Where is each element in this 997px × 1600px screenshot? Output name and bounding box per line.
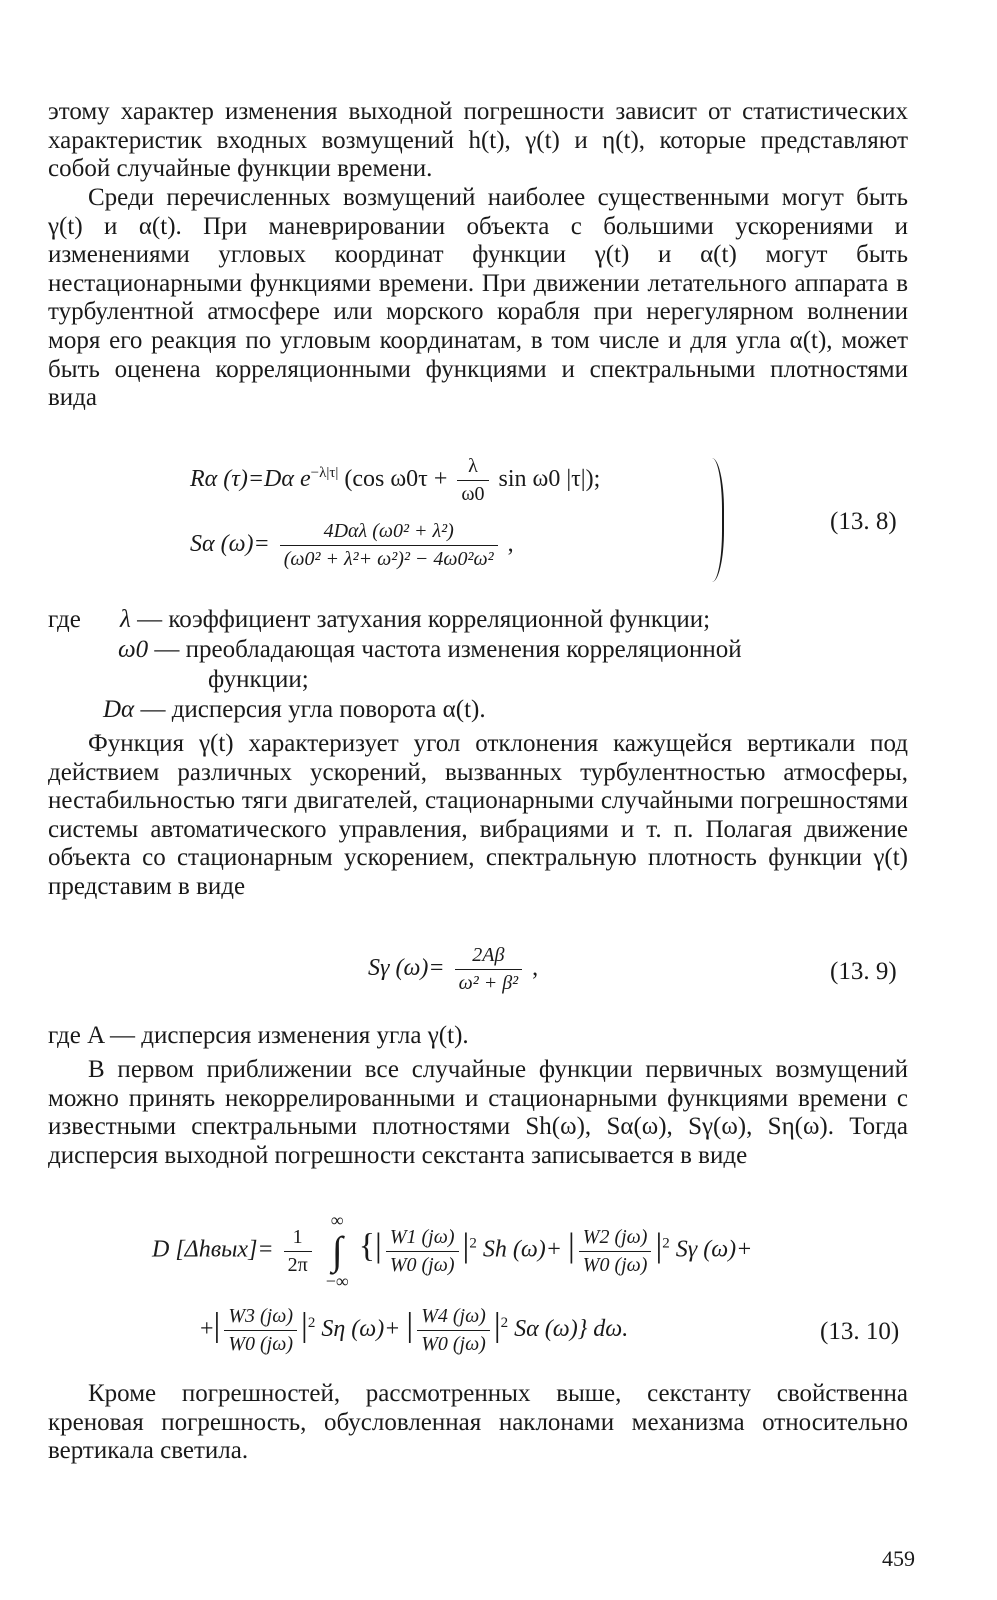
eq-13-10-prefactor-den: 2π xyxy=(287,1253,308,1276)
where-A-line: где A — дисперсия изменения угла γ(t). xyxy=(48,1022,469,1049)
eq-13-10-term-1 xyxy=(386,1226,459,1277)
eq-13-10-term-4 xyxy=(417,1305,490,1356)
eq-13-9-comma: , xyxy=(532,955,539,982)
eq-13-10-t2-tail: Sγ (ω)+ xyxy=(675,1236,753,1263)
paragraph-3: Функция γ(t) характеризует угол отклонения кажущейся вертикали под действием различных ускорений, вызванных турбулентностью атмосферы, нестабильностью тяги двигателей, стационарными случайными погрешностями системы автоматического управления, вибрациями и т. п. Полагая движение объекта со стационарным ускорением, спектральную плотность функции γ(t) представим в виде xyxy=(48,730,908,900)
paragraph-2: Среди перечисленных возмущений наиболее существенными могут быть γ(t) и α(t). При маневрировании объекта с большими ускорениями и изменениями угловых координат функции γ(t) и α(t) могут быть нестационарными функциями времени. При движении летательного аппарата в турбулентной атмосфере или морского корабля при нерегулярном волнении моря его реакция по угловым координатам, в том числе и для угла α(t), может быть оценена корреляционными функциями и спектральными плотностями вида xyxy=(48,184,908,412)
eq-13-8-close: sin ω0 |τ|); xyxy=(498,466,601,493)
eq-13-10-term-3 xyxy=(224,1305,297,1356)
paragraph-5: Кроме погрешностей, рассмотренных выше, секстанту свойственна креновая погрешность, обусловленная наклонами механизма относительно вертикала светила. xyxy=(48,1380,908,1465)
definitions-list xyxy=(48,605,742,725)
eq-13-10-t1-num: W1 (jω) xyxy=(386,1226,459,1252)
eq-13-10-int-bottom: −∞ xyxy=(325,1271,349,1291)
eq-13-8-frac-2-num: 4Dαλ (ω0² + λ²) xyxy=(280,520,498,546)
definition-lambda xyxy=(48,605,742,635)
eq-13-8-exponent: −λ|τ| xyxy=(310,465,339,482)
eq-13-8-frac-2-den: (ω0² + λ²+ ω²)² − 4ω0²ω² xyxy=(283,548,494,570)
eq-13-8-line-2 xyxy=(190,520,514,571)
eq-13-10-prefactor xyxy=(284,1226,312,1277)
definition-omega0-symbol: ω0 xyxy=(118,636,149,663)
definition-omega0-cont: функции; xyxy=(208,666,309,693)
eq-13-10-int-sign: ∫ xyxy=(331,1228,343,1273)
definition-lambda-text: — коэффициент затухания корреляционной функции; xyxy=(137,606,711,633)
eq-13-10-t4-tail: Sα (ω)} dω. xyxy=(514,1316,629,1343)
eq-13-9-frac xyxy=(455,944,523,995)
eq-13-10-lhs: D [Δhвых]= xyxy=(152,1236,274,1263)
eq-13-9-body xyxy=(368,944,538,995)
eq-13-8-brace xyxy=(712,458,724,582)
eq-13-10-prefactor-num: 1 xyxy=(284,1226,312,1252)
eq-13-8-line-2-lhs: Sα (ω)= xyxy=(190,531,270,558)
definition-omega0-text: — преобладающая частота изменения корреляционной xyxy=(154,636,742,663)
eq-13-10-number: (13. 10) xyxy=(820,1318,900,1345)
eq-13-8-comma: , xyxy=(507,531,514,558)
eq-13-10-integral xyxy=(326,1210,349,1292)
eq-13-10-term-2 xyxy=(579,1226,652,1277)
eq-13-10-line-1: D [Δhвых]= $\frac{1}{2\pi}$ ∞ ∫ −∞ {| $\frac{W1 (j\omega)}{W0 (j\omega)}$ $|^2$ Sh (ω)+ | $\frac{W2 (j\omega)}{W0 (j\omega)}$ $|^2$ Sγ (ω)+ xyxy=(152,1210,753,1291)
eq-13-10-lead-plus: + xyxy=(200,1316,214,1343)
eq-13-8-frac-1-num: λ xyxy=(457,455,488,481)
eq-13-8-lhs: Rα (τ)=Dα e xyxy=(190,466,311,493)
eq-13-10-line-2: +| $\frac{W3 (j\omega)}{W0 (j\omega)}$ $|^2$ Sη (ω)+ | $\frac{W4 (j\omega)}{W0 (j\omega)}$ $|^2$ Sα (ω)} dω. xyxy=(200,1305,629,1355)
eq-13-10-t3-den: W0 (jω) xyxy=(228,1333,294,1355)
eq-13-10-t3-tail: Sη (ω)+ xyxy=(321,1316,401,1343)
eq-13-9-num: 2Aβ xyxy=(455,944,523,970)
eq-13-9-number: (13. 9) xyxy=(830,958,897,985)
eq-13-10-t3-num: W3 (jω) xyxy=(224,1305,297,1331)
eq-13-8-number: (13. 8) xyxy=(830,508,897,535)
where-label: где xyxy=(48,606,81,633)
paragraph-1: этому характер изменения выходной погрешности зависит от статистических характеристик входных возмущений h(t), γ(t) и η(t), которые представляют собой случайные функции времени. xyxy=(48,98,908,183)
eq-13-8-line-1 xyxy=(190,455,600,506)
definition-dalpha xyxy=(103,695,742,725)
eq-13-10-t4-den: W0 (jω) xyxy=(421,1333,486,1355)
definition-dalpha-symbol: Dα xyxy=(103,696,135,723)
eq-13-9-den: ω² + β² xyxy=(458,972,519,994)
eq-13-10-t1-den: W0 (jω) xyxy=(389,1253,455,1276)
page-number: 459 xyxy=(882,1546,915,1571)
definition-dalpha-text: — дисперсия угла поворота α(t). xyxy=(140,696,486,723)
eq-13-10-t2-den: W0 (jω) xyxy=(582,1253,648,1276)
definition-lambda-symbol: λ xyxy=(120,606,131,633)
definition-omega0 xyxy=(118,635,742,665)
paragraph-4: В первом приближении все случайные функции первичных возмущений можно принять некоррелированными и стационарными функциями времени с известными спектральными плотностями Sh(ω), Sα(ω), Sγ(ω), Sη(ω). Тогда дисперсия выходной погрешности секстанта записывается в виде xyxy=(48,1056,908,1169)
eq-13-8-open: (cos ω0τ + xyxy=(344,466,448,493)
eq-13-10-t2-num: W2 (jω) xyxy=(579,1226,652,1252)
eq-13-10-t1-tail: Sh (ω)+ xyxy=(482,1236,562,1263)
eq-13-10-int-top: ∞ xyxy=(330,1210,344,1230)
eq-13-8-frac-1-den: ω0 xyxy=(461,483,485,505)
eq-13-9-lhs: Sγ (ω)= xyxy=(368,955,445,982)
eq-13-10-t4-num: W4 (jω) xyxy=(417,1305,490,1331)
eq-13-8-frac-2 xyxy=(280,520,498,571)
eq-13-8-frac-1 xyxy=(457,455,488,506)
